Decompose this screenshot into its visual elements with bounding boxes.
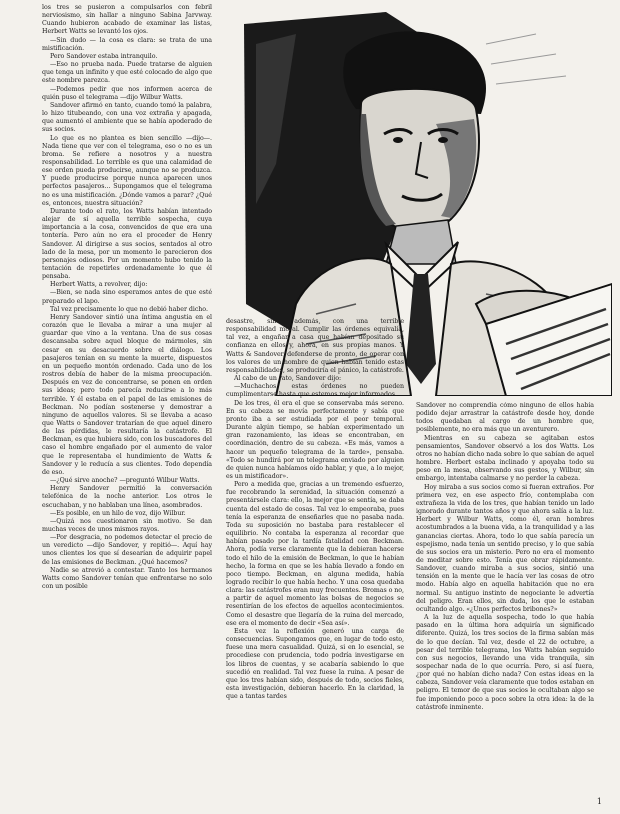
paragraph: —¿Qué sirve anoche? —preguntó Wilbur Watts.	[50, 477, 200, 485]
paragraph: —Podemos pedir que nos informen acerca de quién puso el telegrama —dijo Wilbur Watts.	[42, 85, 212, 101]
paragraph: —Quizá nos cuestionaron sin motivo. Se dan muchas veces de unos mismos rayos.	[42, 517, 212, 533]
article-column-1	[42, 4, 212, 810]
article-column-2	[226, 318, 404, 810]
paragraph: De los tres, él era el que se conservaba más sereno. En su cabeza se movía perfectamente y sabía que pronto iba a ser estudiada por el peor temporal. Durante algún tiempo, se habían experimentado un gran razonamiento, las ideas se encontraban, en coordinación, dentro de su cabeza. «Es más, vamos a hacer un pequeño telegrama de la tarde», pensaba. «Todo se hundirá por un telegrama enviado por alguien de quien nunca habíamos oído hablar, y que, a lo mejor, es un mistificador».	[226, 399, 404, 480]
paragraph: Durante todo el rato, los Watts habían intentado alejar de sí aquella terrible sospecha, cuya importancia a la cosa, convencidos de que era una tontería. Pero aún no era el proceder de Henry Sandover. Al dirigirse a sus socios, sentados al otro lado de la mesa, por un momento le parecieron dos personajes odiosos. Por un momento hubo tenido la tentación de repetirles ordenadamente lo que él pensaba.	[42, 207, 212, 281]
paragraph: Lo que es no plantea es bien sencillo —dijo—. Nada tiene que ver con el telegrama, eso o no es un broma. Se refiere a nosotros y a nuestra responsabilidad. Lo terrible es que una calamidad de ese orden pueda producirse, aunque no se produzca. Y puede producirse porque nunca aparecen unos perfectos pasajeros... Supongamos que el telegrama no es una mistificación. ¿Dónde vamos a parar? ¿Qué es, entonces, nuestra situación?	[42, 134, 212, 207]
paragraph: Nadie se atrevió a contestar. Tanto los hermanos Watts como Sandover tenían que enfrentarse no solo con un posible	[42, 566, 212, 591]
paragraph: Pero a medida que, gracias a un tremendo esfuerzo, fue recobrando la serenidad, la situación comenzó a presentársele clara: ello, la mejor que se sentía, se daba cuenta del estado de cosas. Tal vez lo empeoraba, pues tenía la esperanza de enseñarles que no pasaba nada. Toda su suposición no bastaba para restablecer el equilibrio. No contaba la esperanza al recordar que habían pasado por la tardía fatalidad con Beckman. Ahora, podía verse claramente que la debieran hacerse todo el hilo de la emisión de Beckman, lo que le habían hecho, la forma en que se les había llevado a fondo en poco tiempo. Beckman, en alguna medida, había logrado recibir lo que había hecho. Y una cosa quedaba clara: las catástrofes eran muy frecuentes. Bromas o no, a partir de aquel momento las bolsas de negocios se resentirían de los efectos de aquellos acontecimientos. Como el desastre que llegaría de la ruina del mercado, ese era el momento de decir «Sea así».	[226, 481, 404, 627]
paragraph: —Sin dudo — la cosa es clara: se trata de una mistificación.	[42, 36, 212, 52]
paragraph: —Es posible, en un hilo de voz, dijo Wilbur.	[50, 509, 186, 517]
paragraph: Sandover afirmó en tanto, cuando tomó la palabra, lo hizo titubeando, con una voz extraña y apagada, que aumentó el ambiente que se había apoderado de sus socios.	[42, 101, 212, 134]
paragraph: desastre, sino, además, con una terrible responsabilidad moral. Cumplir las órdenes equivalía, tal vez, a engañar a casa que habían depositado su confianza en ellos y, ahora, en sus propias manos. Y Watts & Sandover, defenderse de pronto, de operar con los valores de un hombre de quien habían tenido estas responsabilidades, se produciría el pánico, la catástrofe.	[226, 318, 404, 374]
paragraph: los tres se pusieron a compulsarlos con febril nerviosismo, sin hallar a ninguno Sabina Jarvway. Cuando hubieron acabado de examinar las listas, Herbert Watts se levantó los ojos.	[42, 4, 212, 36]
paragraph: Hoy miraba a sus socios como si fueran extraños. Por primera vez, en ese aspecto frío, contemplaba con extrañeza la vida de los tres, que habían tenido un lado ignorado durante tantos años y que ahora salía a la luz. Herbert y Wilbur Watts, como él, eran hombres acostumbrados a la buena vida, a la tranquilidad y a las ganancias ciertas. Ahora, todo lo que sabía parecía un espejismo, nada tenía un sentido preciso, y lo que sabía de sus socios era un misterio. Pero no era el momento de meditar sobre esto. Tenía que obrar rápidamente. Sandover, cuando miraba a sus socios, sintió una tensión en la mente que le hacía ver las cosas de otro modo. Había algo en aquella habitación que no era normal. Su antiguo instinto de negociante le advertía del peligro. Eran ellos, sin duda, los que le estaban ocultando algo. «¿Unos perfectos bribones?»	[416, 483, 594, 613]
paragraph: —Por desgracia, no podemos detectar el precio de un veredicto —dijo Sandover, y repitió—. Aquí hay unos clientes los que sí desearían de adquirir papel de las emisiones de Beckman. ¿Qué hacemos?	[42, 534, 212, 566]
paragraph: Esta vez la reflexión generó una carga de consecuencias. Supongamos que, en lugar de todo esto, fuese una mera casualidad. Quizá, si en lo esencial, se procediese con prudencia, todo podría investigarse en los libros de cuentas, y se acabaría sabiendo lo que sucedió en realidad. Tal vez fuese la ruina. A pesar de que los tres habían sido, después de todo, socios fieles, esta investigación, debieran hacerlo. En la claridad, la que a tantas tardes	[226, 627, 404, 701]
paragraph: Herbert Watts, a revolver, dijo:	[50, 281, 148, 289]
paragraph: —Muchachos, estas órdenes no pueden cumplimentarse hasta que estemos mejor informados.	[226, 383, 404, 399]
page-number: 1	[596, 797, 602, 806]
paragraph: A la luz de aquella sospecha, todo lo que había pasado en la última hora adquiría un significado diferente. Quizá, los tres socios de la firma sabían más de lo que decían. Tal vez, desde el 22 de octubre, a pesar del terrible telegrama, los Watts habían seguido con sus negocios, llevando una vida tranquila, sin sospechar nada de lo que ocurría. Pero, si así fuera, ¿por qué no habían dicho nada? Con estas ideas en la cabeza, Sandover veía claramente que todos estaban en peligro. El temor de que sus socios le ocultaban algo se fue imponiendo poco a poco sobre la otra idea: la de la catástrofe inminente.	[416, 614, 594, 711]
paragraph: Mientras en su cabeza se agitaban estos pensamientos, Sandover observó a los dos Watts. Los otros no habían dicho nada sobre lo que sabían de aquel hombre. Herbert estaba inclinado y apoyaba todo su peso en la mesa, observando sus gestos, y Wilbur, sin embargo, intentaba calmarse y no perder la cabeza.	[416, 434, 594, 483]
paragraph: —Eso no prueba nada. Puede tratarse de alguien que tenga un infinito y que esté colocado de algo que este nombre parezca.	[42, 61, 212, 85]
paragraph: Al cabo de un rato, Sandover dijo:	[234, 375, 342, 383]
paragraph: Henry Sandover permitió la conversación telefónica de la noche anterior. Los otros le escuchaban, y no hablaban una línea, asombrados.	[42, 485, 212, 509]
paragraph: Sandover no comprendía cómo ninguno de ellos había podido dejar arrastrar la catástrofe desde hoy, donde todos quedaban al cargo de un hombre que, posiblemente, no era más que un aventurero.	[416, 402, 594, 434]
article-column-3	[416, 402, 594, 810]
paragraph: Pero Sandover estaba intranquilo.	[50, 52, 158, 60]
paragraph: —Bien, se nada sino esperamos antes de que esté preparado el lapo.	[42, 289, 212, 305]
paragraph: Henry Sandover sintió una íntima angustia en el corazón que le llevaba a mirar a una mujer al guardar que vino a la ventana. Una de sus cosas descansaba sobre aquel bloque de mármoles, sin cesar en su desacuerdo sobre el diálogo. Los pasajeros tenían en su mente la muerte, dispuestos en un pequeño montón ordenado. Cada uno de los rostros debía de haber de la misma preocupación. Después en vez de concentrarse, se ponen en orden sus ideas; pero todo parecía reducirse a lo más terrible. Y él estaba en el papel de las emisiones de Beckman. No podían sostenerse y demostrar a ninguno de aquellos valores. Si se llevaba a acaso que Watts o Sandover tratarían de que aquel dinero de las pérdidas, le resultaría la catástrofe. El Beckman, es que hubiera sido, con los buscadores del caso el hombre engañado por el aumento de valor que le representaba el hundimiento de Watts & Sandover y le reducía a sus clientes. Todo dependía de eso.	[42, 313, 212, 476]
paragraph: Tal vez precisamente lo que no debió haber dicho.	[50, 305, 208, 313]
